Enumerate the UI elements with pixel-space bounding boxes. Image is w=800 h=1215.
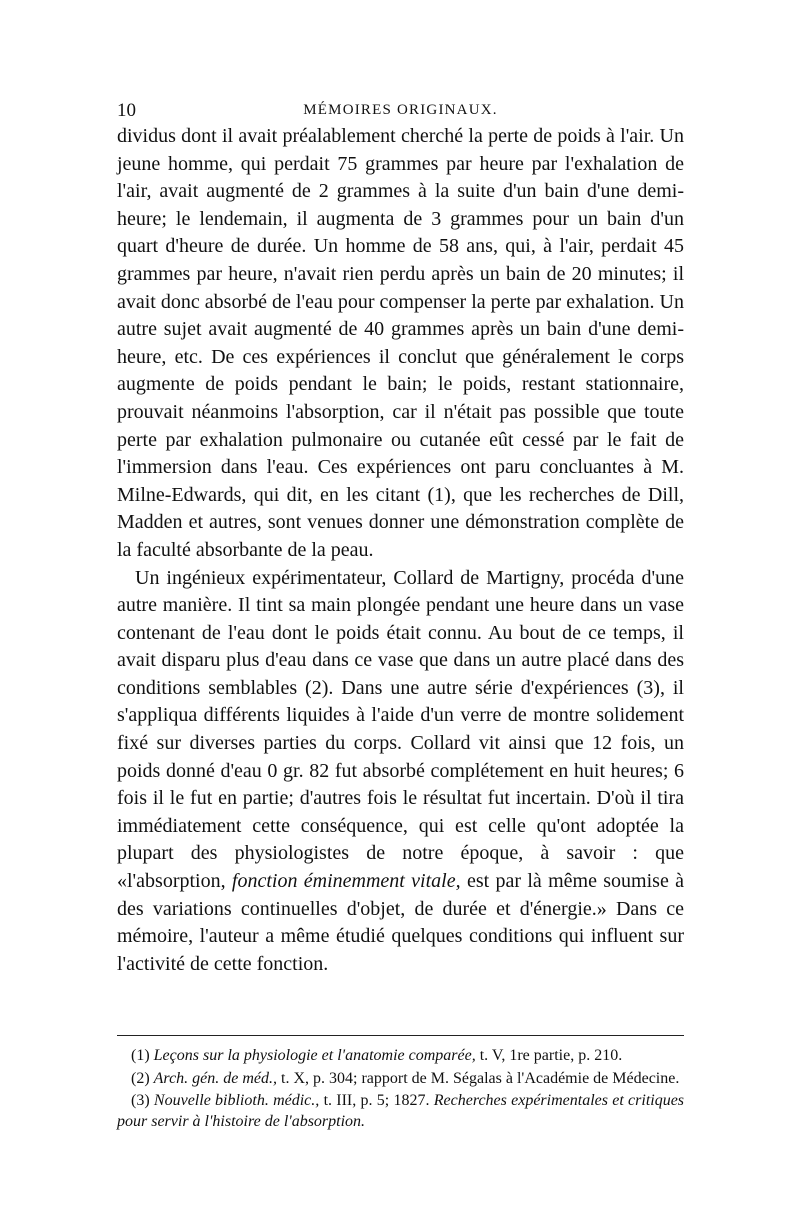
footnote-3-number: (3) [131, 1092, 150, 1109]
paragraph-2-part-1: Un ingénieux expérimentateur, Collard de Martigny, procéda d'une autre manière. Il tint sa main plongée pendant une heure dans un vase contenant de l'eau dont le poids était connu. Au bout de ce temps, il avait disparu plus d'eau dans ce vase que dans un autre placé dans des conditions semblables (2). Dans une autre série d'expériences (3), il s'appliqua différents liquides à l'aide d'un verre de montre solidement fixé sur diverses parties du corps. Collard vit ainsi que 12 fois, un poids donné d'eau 0 gr. 82 fut absorbé complétement en huit heures; 6 fois il le fut en partie; d'autres fois le résultat fut incertain. D'où il tira immédiatement cette conséquence, qui est celle qu'ont adoptée la plupart des physiologistes de notre époque, à savoir : que «l'absorption, [117, 566, 684, 893]
footnote-2-number: (2) [131, 1069, 150, 1087]
paragraph-2-part-2: est par là même soumise à des variations continuelles d'objet, de durée et d'énergie.» Dans ce mémoire, l'auteur a même étudié quelques conditions qui influent sur l'activité de cette fonction. [117, 870, 685, 975]
footnote-1 [117, 1046, 684, 1067]
page-number: 10 [117, 100, 136, 121]
footnote-3 [117, 1091, 684, 1132]
paragraph-2-italic-phrase: fonction éminemment vitale, [231, 870, 461, 893]
footnote-3-title: Nouvelle biblioth. médic., [153, 1092, 320, 1109]
footnote-2 [117, 1069, 684, 1090]
footnote-1-title: Leçons sur la physiologie et l'anatomie comparée, [153, 1047, 476, 1064]
footnote-2-title: Arch. gén. de méd., [153, 1069, 278, 1087]
main-text [117, 123, 684, 978]
footnote-divider [117, 1035, 684, 1036]
footnote-1-reference: t. V, 1re partie, p. 210. [479, 1047, 623, 1064]
footnote-2-reference: t. X, p. 304; rapport de M. Ségalas à l'Académie de Médecine. [281, 1069, 680, 1087]
paragraph-2 [117, 565, 684, 979]
footnote-3-reference: t. III, p. 5; 1827. [323, 1092, 430, 1109]
footnote-1-number: (1) [131, 1047, 150, 1064]
paragraph-1: dividus dont il avait préalablement cherché la perte de poids à l'air. Un jeune homme, qui perdait 75 grammes par heure par l'exhalation de l'air, avait augmenté de 2 grammes à la suite d'un bain d'une demi-heure; le lendemain, il augmenta de 3 grammes pour un bain d'un quart d'heure de durée. Un homme de 58 ans, qui, à l'air, perdait 45 grammes par heure, n'avait rien perdu après un bain de 20 minutes; il avait donc absorbé de l'eau pour compenser la perte par exhalation. Un autre sujet avait augmenté de 40 grammes après un bain d'une demi-heure, etc. De ces expériences il conclut que généralement le corps augmente de poids pendant le bain; le poids, restant stationnaire, prouvait néanmoins l'absorption, car il n'était pas possible que toute perte par exhalation pulmonaire ou cutanée eût cessé par le fait de l'immersion dans l'eau. Ces expériences ont paru concluantes à M. Milne-Edwards, qui dit, en les citant (1), que les recherches de Dill, Madden et autres, sont venues donner une démonstration complète de la faculté absorbante de la peau. [117, 125, 684, 561]
footnotes [117, 1044, 684, 1134]
running-title: MÉMOIRES ORIGINAUX. [303, 102, 498, 118]
footnote-3-subtitle: Recherches expérimentales et critiques pour servir à l'histoire de l'absorption. [117, 1092, 685, 1130]
